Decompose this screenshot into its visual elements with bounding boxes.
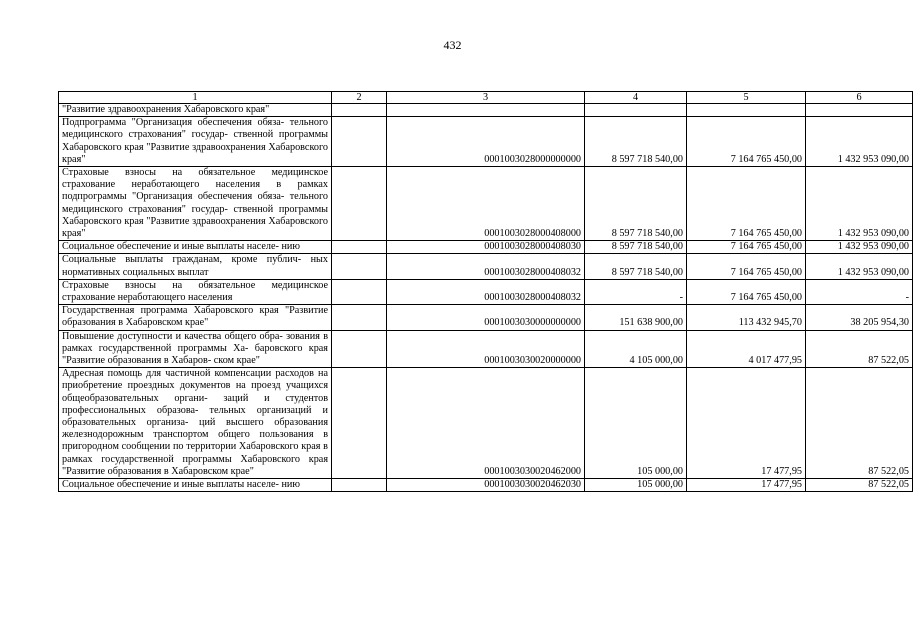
row-name-line: ций высшего образования железнодорожным (62, 417, 328, 441)
row-code: 0001003030020000000 (387, 330, 585, 368)
row-col2 (332, 104, 387, 117)
table-row (59, 254, 913, 279)
row-col2 (332, 305, 387, 330)
row-value-5: 7 164 765 450,00 (687, 167, 806, 241)
budget-table (58, 91, 913, 492)
row-value-6: 1 432 953 090,00 (806, 167, 913, 241)
row-name-line: нию (281, 241, 300, 253)
column-header: 5 (687, 92, 806, 104)
row-value-5: 4 017 477,95 (687, 330, 806, 368)
row-name-line: Повышение доступности и качества общего обра- (62, 330, 283, 342)
row-name-line: здравоохранения Хабаровского края" (62, 215, 328, 240)
row-value-5: 113 432 945,70 (687, 305, 806, 330)
row-name-line: ственной программы Хабаровского края "Развитие (62, 129, 328, 153)
row-value-5: 17 477,95 (687, 368, 806, 479)
row-col2 (332, 117, 387, 167)
row-name-line: ственной программы Хабаровского края "Развитие (62, 203, 328, 227)
table-body (59, 104, 913, 492)
row-name-line: страхование неработающего населения (62, 292, 233, 304)
row-name-line: Социальное обеспечение и иные выплаты населе- (62, 479, 279, 491)
row-value-4: - (585, 279, 687, 304)
row-name-line: заций и студентов профессиональных образова- (62, 392, 329, 416)
row-value-6: 87 522,05 (806, 330, 913, 368)
table-row (59, 241, 913, 254)
row-value-5: 17 477,95 (687, 479, 806, 492)
row-name-line: ных нормативных социальных выплат (62, 254, 328, 278)
row-name-line: страхование неработающего населения в рамках (62, 179, 328, 191)
table-row (59, 479, 913, 492)
row-code: 0001003030000000000 (387, 305, 585, 330)
row-value-6: 87 522,05 (806, 368, 913, 479)
row-value-5: 7 164 765 450,00 (687, 254, 806, 279)
row-name-line: тельного медицинского страхования" государ- (62, 191, 329, 215)
row-name-line: нию (281, 479, 300, 491)
row-code: 0001003028000000000 (387, 117, 585, 167)
row-code: 0001003028000408030 (387, 241, 585, 254)
row-name-line: подпрограммы "Организация обеспечения обяза- (62, 191, 285, 203)
table-row (59, 305, 913, 330)
table-row (59, 104, 913, 117)
row-code (387, 104, 585, 117)
row-value-5 (687, 104, 806, 117)
row-name-line: "Развитие здравоохранения Хабаровского края" (62, 104, 270, 115)
row-value-4: 8 597 718 540,00 (585, 117, 687, 167)
row-name-line: сообщении по территории Хабаровского края в (121, 441, 328, 453)
row-code: 0001003030020462000 (387, 368, 585, 479)
column-header: 3 (387, 92, 585, 104)
row-name-line: края "Развитие образования в Хабаровском крае" (62, 453, 329, 477)
row-name-line: здравоохранения Хабаровского края" (62, 141, 328, 165)
row-name-line: Страховые взносы на обязательное медицинское (62, 279, 328, 291)
row-value-5: 7 164 765 450,00 (687, 279, 806, 304)
table-header-row (59, 92, 913, 104)
row-name (59, 330, 332, 368)
row-name-line: Страховые взносы на обязательное медицинское (62, 167, 328, 179)
row-name-line: рамках государственной программы Хабаровского (62, 453, 301, 465)
row-value-6: 87 522,05 (806, 479, 913, 492)
row-name (59, 279, 332, 304)
row-code: 0001003028000408032 (387, 279, 585, 304)
row-col2 (332, 330, 387, 368)
row-col2 (332, 368, 387, 479)
row-code: 0001003028000408032 (387, 254, 585, 279)
row-name (59, 104, 332, 117)
row-col2 (332, 254, 387, 279)
row-name-line: тельных организаций и образовательных организа- (62, 404, 328, 429)
row-name-line: Социальные выплаты гражданам, кроме публич- (62, 254, 302, 266)
table-row (59, 117, 913, 167)
row-name (59, 117, 332, 167)
row-name-line: Подпрограмма "Организация обеспечения обяза- (62, 117, 285, 129)
column-header: 6 (806, 92, 913, 104)
row-value-4: 8 597 718 540,00 (585, 241, 687, 254)
column-header: 2 (332, 92, 387, 104)
row-value-4: 105 000,00 (585, 479, 687, 492)
row-code: 0001003028000408000 (387, 167, 585, 241)
row-name-line: расходов на приобретение проездных документов (62, 368, 328, 392)
row-name (59, 305, 332, 330)
row-name-line: тельного медицинского страхования" государ- (62, 117, 329, 141)
row-value-4: 8 597 718 540,00 (585, 167, 687, 241)
row-col2 (332, 241, 387, 254)
row-value-6: 1 432 953 090,00 (806, 241, 913, 254)
row-code: 0001003030020462030 (387, 479, 585, 492)
row-value-4 (585, 104, 687, 117)
row-value-6: 1 432 953 090,00 (806, 254, 913, 279)
table-row (59, 279, 913, 304)
row-col2 (332, 479, 387, 492)
row-name-line: на проезд учащихся общеобразовательных органи- (62, 380, 329, 404)
row-value-6 (806, 104, 913, 117)
table-row (59, 368, 913, 479)
row-value-6: 1 432 953 090,00 (806, 117, 913, 167)
row-name (59, 167, 332, 241)
table-row (59, 167, 913, 241)
row-name-line: Адресная помощь для частичной компенсации (62, 368, 272, 380)
row-value-6: 38 205 954,30 (806, 305, 913, 330)
row-name-line: транспортом общего пользования в пригородном (62, 429, 329, 453)
row-name-line: Социальное обеспечение и иные выплаты населе- (62, 241, 279, 253)
row-value-4: 105 000,00 (585, 368, 687, 479)
table-row (59, 330, 913, 368)
row-value-4: 151 638 900,00 (585, 305, 687, 330)
row-value-5: 7 164 765 450,00 (687, 117, 806, 167)
row-name (59, 479, 332, 492)
row-col2 (332, 167, 387, 241)
row-name-line: Государственная программа Хабаровского края (62, 305, 279, 317)
row-name (59, 368, 332, 479)
row-value-4: 4 105 000,00 (585, 330, 687, 368)
row-name-line: зования в рамках государственной программы Ха- (62, 330, 329, 354)
row-name-line: баровского края "Развитие образования в Хабаров- (62, 342, 328, 367)
column-header: 1 (59, 92, 332, 104)
row-col2 (332, 279, 387, 304)
row-name-line: "Развитие образования в Хабаровском крае" (62, 305, 329, 329)
page-number: 432 (443, 38, 462, 52)
row-name (59, 254, 332, 279)
row-value-4: 8 597 718 540,00 (585, 254, 687, 279)
row-name-line: ском крае" (213, 355, 260, 367)
row-value-5: 7 164 765 450,00 (687, 241, 806, 254)
row-name (59, 241, 332, 254)
column-header: 4 (585, 92, 687, 104)
row-value-6: - (806, 279, 913, 304)
